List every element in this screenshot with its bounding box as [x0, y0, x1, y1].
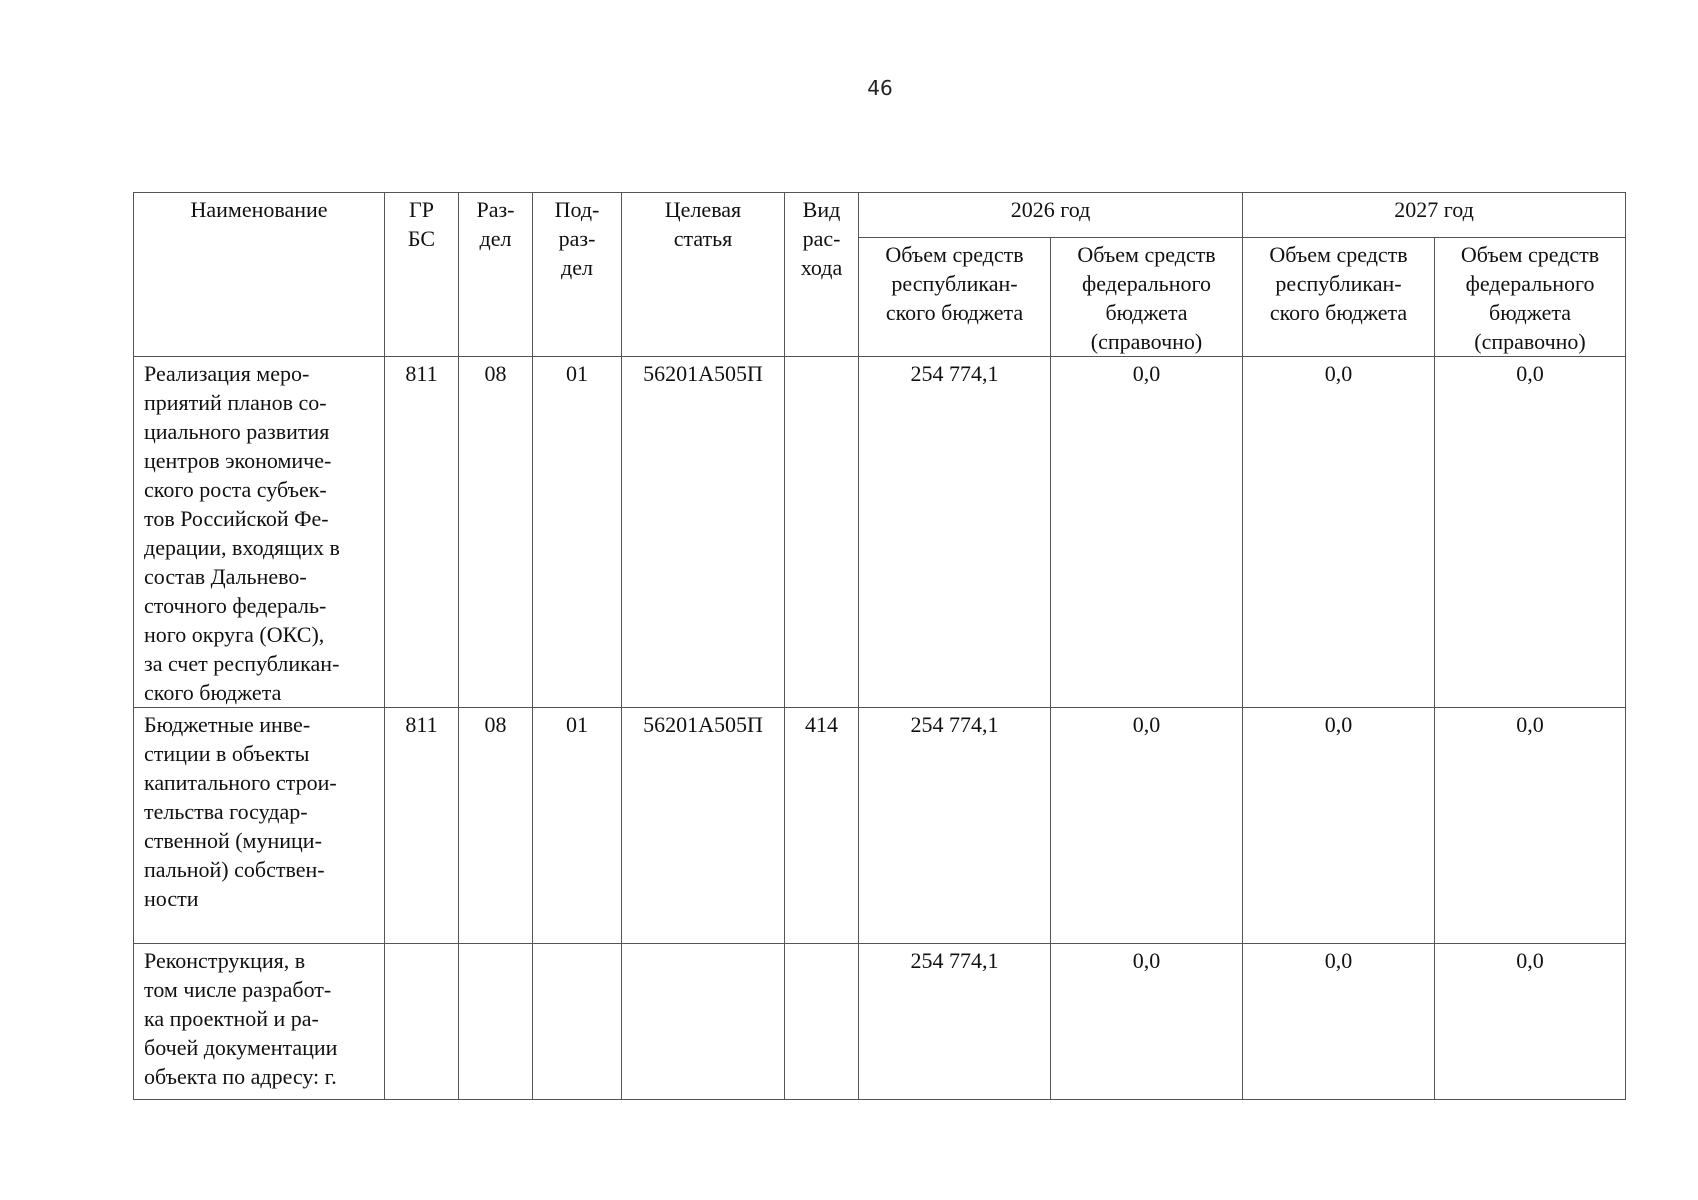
- header-section-line: Раз-: [476, 197, 515, 222]
- row-section: 08: [459, 708, 533, 944]
- row-name-line: ка проектной и ра-: [144, 1006, 319, 1031]
- header-grbs: [385, 193, 459, 357]
- row-name-line: ности: [144, 886, 199, 911]
- row-grbs: 811: [385, 357, 459, 708]
- row-name-line: бочей документации: [144, 1035, 338, 1060]
- header-line: федерального: [1082, 271, 1211, 296]
- header-expense-type: [785, 193, 859, 357]
- row-name-line: том числе разработ-: [144, 977, 332, 1002]
- header-line: (справочно): [1090, 329, 1203, 354]
- row-name-line: дерации, входящих в: [144, 535, 340, 560]
- row-name-line: тов Российской Фе-: [144, 506, 329, 531]
- table-row: [134, 357, 1626, 708]
- header-target-article-line: статья: [673, 226, 733, 251]
- row-name-line: тельства государ-: [144, 799, 308, 824]
- header-line: Объем средств: [1460, 242, 1600, 267]
- header-federal-budget-2027: [1435, 238, 1626, 357]
- row-grbs: [385, 944, 459, 1100]
- header-grbs-line: БС: [407, 226, 436, 251]
- header-target-article-line: Целевая: [664, 197, 742, 222]
- row-federal-2026: 0,0: [1051, 357, 1243, 708]
- budget-table: [133, 192, 1626, 1100]
- row-target-article: 56201А505П: [622, 708, 785, 944]
- row-name-line: сточного федераль-: [144, 593, 327, 618]
- row-name-line: пальной) собствен-: [144, 857, 325, 882]
- header-line: ского бюджета: [1269, 300, 1408, 325]
- header-grbs-line: ГР: [409, 197, 434, 222]
- page-number: 46: [867, 76, 893, 100]
- header-section: [459, 193, 533, 357]
- header-target-article: [622, 193, 785, 357]
- row-name-line: стиции в объекты: [144, 741, 310, 766]
- row-republican-2027: 0,0: [1243, 357, 1435, 708]
- row-target-article: [622, 944, 785, 1100]
- row-name-line: ственной (муници-: [144, 828, 322, 853]
- header-subsection-line: дел: [561, 255, 593, 280]
- row-subsection: 01: [533, 708, 622, 944]
- row-federal-2027: 0,0: [1435, 357, 1626, 708]
- header-expense-type-line: Вид: [802, 197, 841, 222]
- row-subsection: [533, 944, 622, 1100]
- header-year-2026: 2026 год: [859, 193, 1243, 238]
- row-name-line: Реконструкция, в: [144, 948, 306, 973]
- row-name-line: приятий планов со-: [144, 390, 327, 415]
- header-name: Наименование: [134, 193, 385, 357]
- row-expense-type: [785, 357, 859, 708]
- header-expense-type-line: хода: [800, 255, 843, 280]
- header-line: Объем средств: [885, 242, 1024, 267]
- header-line: ского бюджета: [885, 300, 1024, 325]
- row-name-line: ного округа (ОКС),: [144, 622, 325, 647]
- header-line: (справочно): [1474, 329, 1586, 354]
- header-expense-type-line: рас-: [802, 226, 841, 251]
- header-subsection-line: Под-: [554, 197, 600, 222]
- row-subsection: 01: [533, 357, 622, 708]
- row-expense-type: 414: [785, 708, 859, 944]
- header-row: [134, 193, 1626, 238]
- header-line: республикан-: [891, 271, 1018, 296]
- row-republican-2026: 254 774,1: [859, 708, 1051, 944]
- header-line: Объем средств: [1269, 242, 1408, 267]
- header-line: Объем средств: [1077, 242, 1216, 267]
- row-name: [134, 357, 385, 708]
- row-name: [134, 944, 385, 1100]
- row-federal-2026: 0,0: [1051, 708, 1243, 944]
- row-name-line: ского роста субъек-: [144, 477, 327, 502]
- row-republican-2027: 0,0: [1243, 708, 1435, 944]
- header-line: бюджета: [1105, 300, 1188, 325]
- row-name: [134, 708, 385, 944]
- header-line: бюджета: [1489, 300, 1572, 325]
- header-subsection: [533, 193, 622, 357]
- row-name-line: капитального строи-: [144, 770, 337, 795]
- row-section: 08: [459, 357, 533, 708]
- header-line: республикан-: [1275, 271, 1402, 296]
- row-name-line: за счет республикан-: [144, 651, 340, 676]
- row-federal-2027: 0,0: [1435, 944, 1626, 1100]
- row-republican-2026: 254 774,1: [859, 944, 1051, 1100]
- row-republican-2027: 0,0: [1243, 944, 1435, 1100]
- header-line: федерального: [1465, 271, 1595, 296]
- row-name-line: состав Дальнево-: [144, 564, 307, 589]
- row-federal-2026: 0,0: [1051, 944, 1243, 1100]
- row-republican-2026: 254 774,1: [859, 357, 1051, 708]
- table-row: [134, 944, 1626, 1100]
- row-target-article: 56201А505П: [622, 357, 785, 708]
- header-federal-budget-2026: [1051, 238, 1243, 357]
- row-section: [459, 944, 533, 1100]
- header-republican-budget-2027: [1243, 238, 1435, 357]
- row-name-line: Бюджетные инве-: [144, 712, 311, 737]
- header-republican-budget-2026: [859, 238, 1051, 357]
- header-year-2027: 2027 год: [1243, 193, 1626, 238]
- header-subsection-line: раз-: [558, 226, 596, 251]
- row-name-line: центров экономиче-: [144, 448, 332, 473]
- row-expense-type: [785, 944, 859, 1100]
- row-name-line: ского бюджета: [144, 680, 282, 705]
- row-name-line: Реализация меро-: [144, 361, 310, 386]
- table-row: [134, 708, 1626, 944]
- row-federal-2027: 0,0: [1435, 708, 1626, 944]
- header-section-line: дел: [479, 226, 512, 251]
- row-name-line: циального развития: [144, 419, 330, 444]
- row-name-line: объекта по адресу: г.: [144, 1064, 337, 1089]
- row-grbs: 811: [385, 708, 459, 944]
